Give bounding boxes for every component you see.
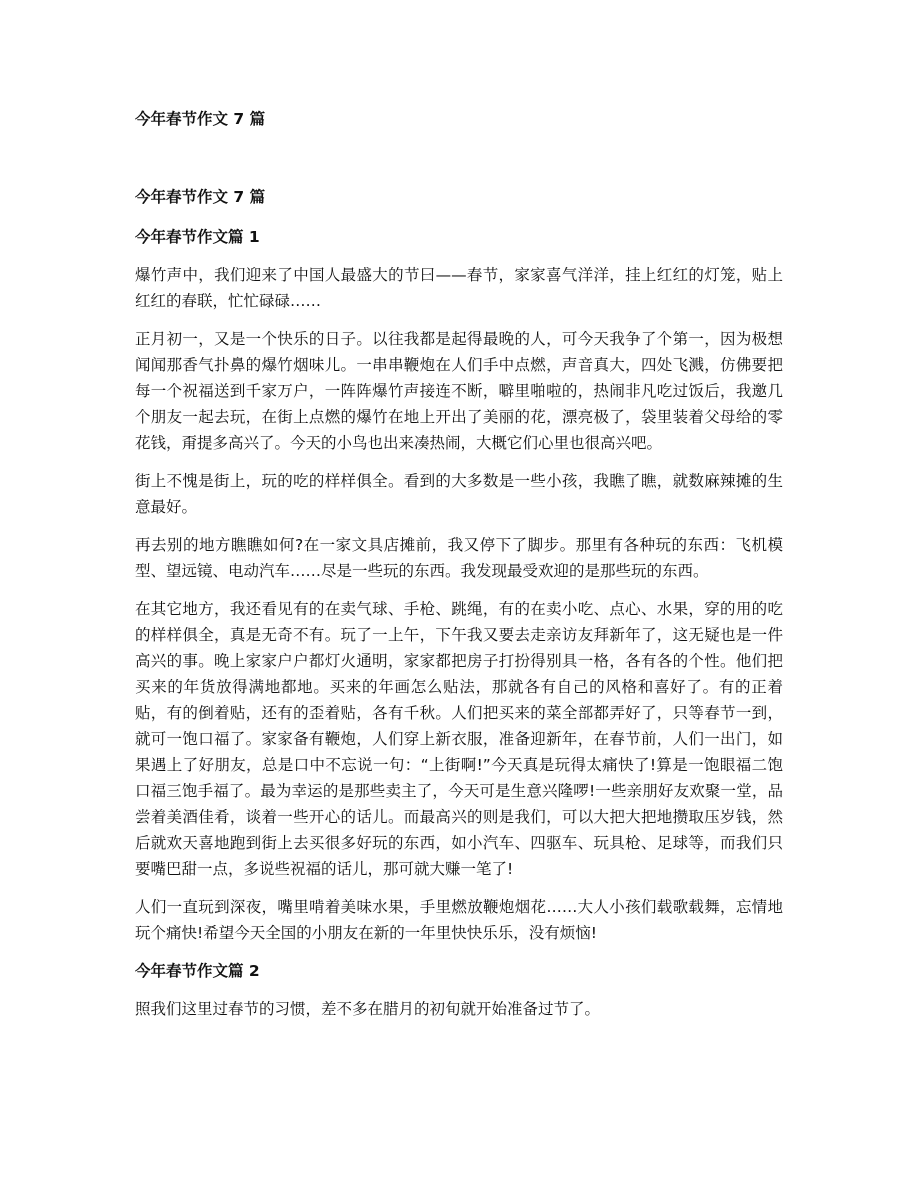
paragraph: 街上不愧是街上，玩的吃的样样俱全。看到的大多数是一些小孩，我瞧了瞧，就数麻辣摊的生意最好。 [135,472,783,516]
paragraph: 在其它地方，我还看见有的在卖气球、手枪、跳绳，有的在卖小吃、点心、水果，穿的用的吃的样样俱全，真是无奇不有。玩了一上午，下午我又要去走亲访友拜新年了，这无疑也是一件高兴的事。晚上家家户户都灯火通明，家家都把房子打扮得别具一格，各有各的个性。他们把买来的年货放得满地都地。买来的年画怎么贴法，那就各有自己的风格和喜好了。有的正着贴，有的倒着贴，还有的歪着贴，各有千秋。人们把买来的菜全部都弄好了，只等春节一到，就可一饱口福了。家家备有鞭炮，人们穿上新衣服，准备迎新年，在春节前，人们一出门，如果遇上了好朋友，总是口中不忘说一句：“上街啊!”今天真是玩得太痛快了!算是一饱眼福二饱口福三饱手福了。最为幸运的是那些卖主了，今天可是生意兴隆啰!一些亲朋好友欢聚一堂，品尝着美酒佳肴，谈着一些开心的话儿。而最高兴的则是我们，可以大把大把地攒取压岁钱，然后就欢天喜地跑到街上去买很多好玩的东西，如小汽车、四驱车、玩具枪、足球等，而我们只要嘴巴甜一点，多说些祝福的话儿，那可就大赚一笔了! [135,600,783,878]
section-heading-1: 今年春节作文篇 1 [135,228,260,246]
document-title: 今年春节作文 7 篇 [135,110,266,128]
paragraph: 人们一直玩到深夜，嘴里啃着美味水果，手里燃放鞭炮烟花……大人小孩们载歌载舞，忘情地玩个痛快!希望今天全国的小朋友在新的一年里快快乐乐，没有烦恼! [135,898,783,942]
section-heading-2: 今年春节作文篇 2 [135,962,260,980]
paragraph: 再去别的地方瞧瞧如何?在一家文具店摊前，我又停下了脚步。那里有各种玩的东西：飞机模型、望远镜、电动汽车……尽是一些玩的东西。我发现最受欢迎的是那些玩的东西。 [135,536,783,580]
paragraph: 正月初一，又是一个快乐的日子。以往我都是起得最晚的人，可今天我争了个第一，因为极想闻闻那香气扑鼻的爆竹烟味儿。一串串鞭炮在人们手中点燃，声音真大，四处飞溅，仿佛要把每一个祝福送到千家万户，一阵阵爆竹声接连不断，噼里啪啦的，热闹非凡吃过饭后，我邀几个朋友一起去玩，在街上点燃的爆竹在地上开出了美丽的花，漂亮极了，袋里装着父母给的零花钱，甭提多高兴了。今天的小鸟也出来凑热闹，大概它们心里也很高兴吧。 [135,330,783,452]
paragraph: 照我们这里过春节的习惯，差不多在腊月的初旬就开始准备过节了。 [135,1000,601,1018]
paragraph: 爆竹声中，我们迎来了中国人最盛大的节曰——春节，家家喜气洋洋，挂上红红的灯笼，贴上红红的春联，忙忙碌碌…… [135,266,783,310]
document-subtitle: 今年春节作文 7 篇 [135,188,266,206]
document-body [135,184,783,1034]
